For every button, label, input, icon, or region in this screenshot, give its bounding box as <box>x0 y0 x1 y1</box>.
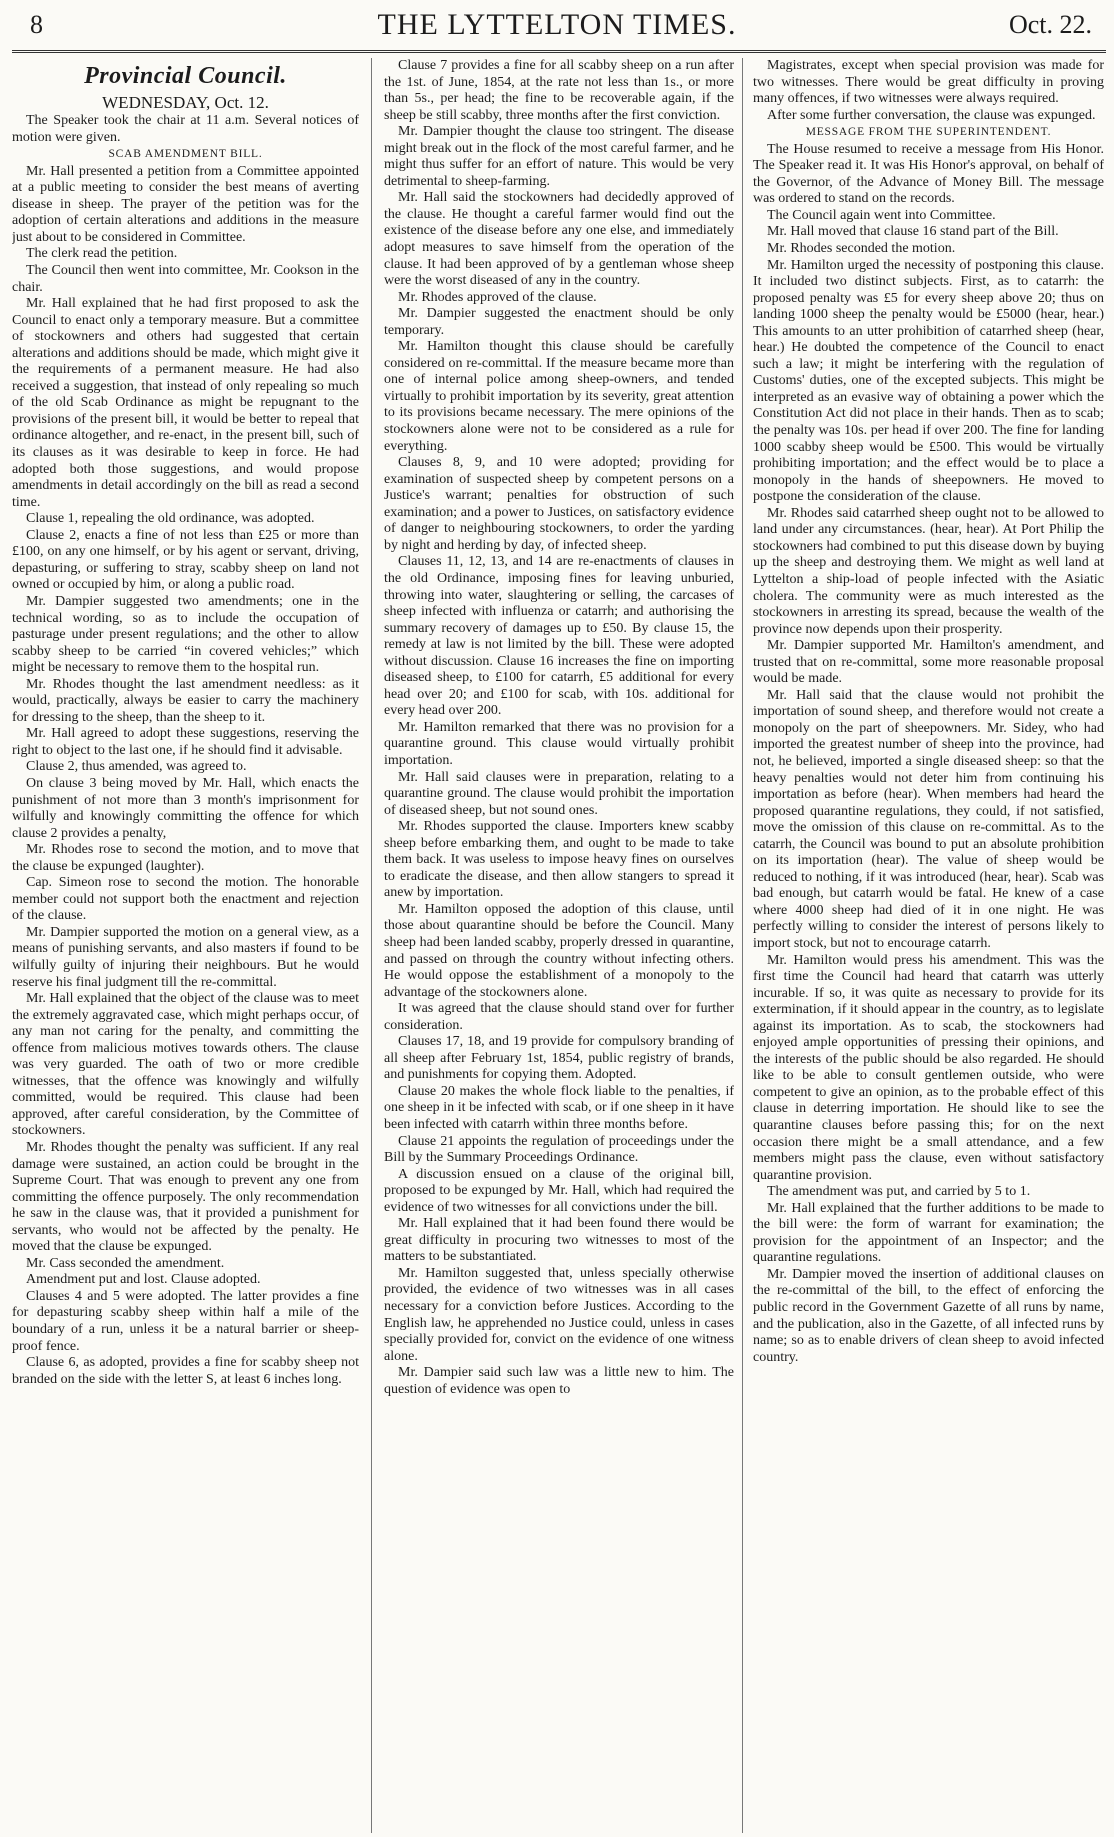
paragraph: The Council again went into Committee. <box>767 207 996 223</box>
paragraph: Mr. Hall explained that the object of the clause was to meet the extremely aggravated case, which might perhaps occur, of any man not caring for the penalty, and committing the offence from malicious motives towards others. The clause was very guarded. The oath of two or more credible witnesses, that the offence was knowingly and wilfully committed, would be required. This clause had been approved, after careful consideration, by the Committee of stockowners. <box>12 991 359 1139</box>
paragraph: Clause 2, enacts a fine of not less than £25 or more than £100, on any one himself, or by his agent or servant, driving, depasturing, or suffering to stray, scabby sheep on land not owned or occupied by him, or along a public road. <box>12 527 359 593</box>
column-1-body <box>12 113 359 1388</box>
paragraph: Mr. Hall explained that he had first proposed to ask the Council to enact only a temporary measure. But a committee of stockowners and others had suggested that certain alterations and additions should be made, which might give it the requirements of a permanent measure. He had also received a suggestion, that instead of only repealing so much of the old Scab Ordinance as might be repugnant to the provisions of the present bill, it would be better to repeal that ordinance altogether, and re-enact, in the present bill, such of its clauses as it was desirable to keep in force. He had adopted both those suggestions, and would propose amendments in detail accordingly on the bill as read a second time. <box>12 296 359 510</box>
paragraph: Mr. Rhodes thought the last amendment needless: as it would, practically, always be easier to carry the machinery for dressing to the sheep, than the sheep to it. <box>12 676 359 725</box>
paragraph: After some further conversation, the clause was expunged. <box>767 107 1096 123</box>
paragraph: Mr. Hall presented a petition from a Committee appointed at a public meeting to consider the best means of averting disease in sheep. The prayer of the petition was for the adoption of certain alterations and additions in the measure just about to be considered in Committee. <box>12 163 359 245</box>
paragraph: Mr. Hamilton thought this clause should be carefully considered on re-committal. If the measure became more than one of internal police among sheep-owners, and tended virtually to prohibit importation by its severity, great attention to its provisions became necessary. The mere opinions of the stockowners alone were not to be considered as a rule for everything. <box>384 339 734 454</box>
paragraph: The amendment was put, and carried by 5 to 1. <box>767 1184 1031 1200</box>
paragraph: Mr. Hall explained that it had been found there would be great difficulty in procuring two witnesses to most of the matters to be substantiated. <box>384 1216 734 1265</box>
paragraph: Mr. Rhodes supported the clause. Importers knew scabby sheep before embarking them, and ought to be made to take them back. It was useless to impose heavy fines on ourselves to eradicate the disease, and then allow stangers to spread it anew by importation. <box>384 819 734 901</box>
masthead <box>0 0 1114 46</box>
column-2-body <box>384 58 734 1398</box>
paragraph: On clause 3 being moved by Mr. Hall, which enacts the punishment of not more than 3 month's imprisonment for wilfully and knowingly committing the offence for which clause 2 provides a penalty, <box>12 775 359 841</box>
column-divider <box>371 58 372 1833</box>
paragraph: Mr. Dampier said such law was a little new to him. The question of evidence was open to <box>384 1365 734 1397</box>
paragraph: The clerk read the petition. <box>26 246 178 262</box>
paragraph: Amendment put and lost. Clause adopted. <box>26 1272 261 1288</box>
paragraph: Mr. Dampier thought the clause too stringent. The disease might break out in the flock of the most careful farmer, and he might thus suffer for an effort of nature. This would be very detrimental to sheep-farming. <box>384 124 734 189</box>
paragraph: Mr. Hall said the stockowners had decidedly approved of the clause. He thought a careful farmer would find out the existence of the disease before any one else, and immediately adopt measures to save himself from the operation of the clause. It had been approved of by a gentleman whose sheep were the worst diseased of any in the country. <box>384 190 734 289</box>
paragraph: Clauses 4 and 5 were adopted. The latter provides a fine for depasturing scabby sheep within half a mile of the boundary of a run, unless it be a natural barrier or sheep-proof fence. <box>12 1288 359 1354</box>
paragraph: Mr. Cass seconded the amendment. <box>26 1255 225 1271</box>
paragraph: It was agreed that the clause should stand over for further consideration. <box>384 1001 734 1033</box>
paragraph: Mr. Hamilton suggested that, unless specially otherwise provided, the evidence of two witnesses was in all cases necessary for a conviction before Justices. According to the English law, he apprehended no Justice could, unless in cases specially provided for, convict on the evidence of one witness alone. <box>384 1265 734 1364</box>
paragraph: Mr. Dampier suggested two amendments; one in the technical wording, so as to include the occupation of pasturage under present regulations; and the other to allow scabby sheep to be carried “in covered vehicles;” which might be necessary to remove them to the hospital run. <box>12 593 359 676</box>
paragraph: Clause 20 makes the whole flock liable to the penalties, if one sheep in it be infected with scab, or if one sheep in it have been infected with catarrh within three months before. <box>384 1083 734 1132</box>
column-3-body <box>753 58 1104 1366</box>
paragraph: Mr. Hamilton opposed the adoption of this clause, until those about quarantine should be before the Council. Many sheep had been landed scabby, properly dressed in quarantine, and passed on through the country without infecting others. He would oppose the establishment of a monopoly to the advantage of the stockowners alone. <box>384 901 734 1000</box>
paragraph: Magistrates, except when special provision was made for two witnesses. There would be great difficulty in proving many offences, if two witnesses were always required. <box>753 58 1104 107</box>
paragraph: Clause 2, thus amended, was agreed to. <box>26 759 247 775</box>
paragraph: Mr. Hall agreed to adopt these suggestions, reserving the right to object to the last one, if he should find it advisable. <box>12 726 359 758</box>
paragraph: Mr. Rhodes rose to second the motion, and to move that the clause be expunged (laughter). <box>12 842 359 874</box>
issue-date: Oct. 22. <box>1008 10 1092 39</box>
paragraph: Mr. Hall said that the clause would not prohibit the importation of sound sheep, and therefore would not create a monopoly on the part of sheepowners. Mr. Sidey, who had imported the greatest number of sheep into the province, had not, he believed, imported a single diseased sheep: so that the heavy penalties would not deter him from continuing his importation as before (hear). When members had heard the proposed quarantine regulations, they could, if not satisfied, move the omission of this clause on re-committal. As to the catarrh, the Council was bound to put an absolute prohibition on its importation (hear). The value of sheep would be reduced to nothing, if it was introduced (hear, hear). Scab was bad enough, but catarrh would be fatal. He knew of a case where 4000 sheep had died of it in one night. He was perfectly willing to consider the interest of persons likely to import stock, but not to encourage catarrh. <box>753 687 1104 951</box>
paragraph: Clauses 11, 12, 13, and 14 are re-enactments of clauses in the old Ordinance, imposing fines for leaving unburied, throwing into water, slaughtering or selling, the carcases of sheep infected with influenza or catarrh; and authorising the summary recovery of damages up to £50. By clause 15, the remedy at law is not limited by the bill. These were adopted without discussion. Clause 16 increases the fine on importing diseased sheep, to £100 for catarrh, £5 additional for every head over 20; and £100 for scab, with 10s. additional for every head over 200. <box>384 554 734 719</box>
paragraph: The House resumed to receive a message from His Honor. The Speaker read it. It was His Honor's approval, on behalf of the Governor, of the Advance of Money Bill. The message was ordered to stand on the records. <box>753 141 1104 207</box>
column-3 <box>753 58 1104 1830</box>
paragraph: Mr. Dampier supported the motion on a general view, as a means of punishing servants, and also masters if found to be wilfully guilty of injuring their neighbours. But he would reserve his final judgment till the re-committal. <box>12 924 359 990</box>
paragraph: Mr. Hall explained that the further additions to be made to the bill were: the form of warrant for examination; the provision for the appointment of an Inspector; and the quarantine regulations. <box>753 1200 1104 1266</box>
section-heading: Provincial Council. <box>84 63 287 89</box>
paragraph: Clause 1, repealing the old ordinance, was adopted. <box>26 511 315 527</box>
session-day: WEDNESDAY, Oct. 12. <box>102 92 269 112</box>
paragraph: Mr. Hamilton urged the necessity of postponing this clause. It included two distinct subjects. First, as to catarrh: the proposed penalty was £5 for every sheep above 20; thus on landing 1000 sheep the penalty would be £5000 (hear, hear.) This amounts to an utter prohibition of catarrhed sheep (hear, hear.) He doubted the competence of the Council to enact such a law; it might be interfering with the regulation of Customs' duties, one of the excepted subjects. This might be interpreted as an evasive way of obtaining a power which the Constitution Act did not place in their hands. Then as to scab; the penalty was 10s. per head if over 200. The fine for landing 1000 scabby sheep would be £500. This would be virtually prohibiting importation; and the effect would be to place a monopoly in the hands of sheepowners. He moved to postpone the consideration of the clause. <box>753 257 1104 505</box>
paragraph: Mr. Rhodes thought the penalty was sufficient. If any real damage were sustained, an action could be brought in the Supreme Court. That was enough to prevent any one from committing the offence purposely. The only recommendation he saw in the clause was, that it provided a punishment for servants, who would not be affected by the penalty. He moved that the clause be expunged. <box>12 1140 359 1255</box>
paragraph: Mr. Rhodes seconded the motion. <box>767 241 956 257</box>
paragraph: Mr. Dampier suggested the enactment should be only temporary. <box>384 306 734 338</box>
paragraph: Clauses 17, 18, and 19 provide for compulsory branding of all sheep after February 1st, 1854, public registry of brands, and punishments for copying them. Adopted. <box>384 1034 734 1083</box>
masthead-rule <box>12 50 1106 53</box>
column-divider <box>742 58 743 1833</box>
newspaper-title: THE LYTTELTON TIMES. <box>377 8 737 41</box>
paragraph: Mr. Dampier moved the insertion of additional clauses on the re-committal of the bill, to the effect of enforcing the public record in the Government Gazette of all runs by name, and the publication, also in the Gazette, of all infected runs by name; so as to enable drivers of clean sheep to avoid infected country. <box>753 1266 1104 1365</box>
subheading: SCAB AMENDMENT BILL. <box>108 148 263 161</box>
paragraph: Mr. Hamilton would press his amendment. This was the first time the Council had heard that catarrh was utterly incurable. If so, it was quite as necessary to provide for its extermination, if it should appear in the country, as to legislate against its importation. As to scab, the stockowners had enjoyed ample opportunities of pressing their opinions, and the interests of the public should be also regarded. He should like to be able to consult gentlemen outside, who were competent to give an opinion, as to the probable effect of this clause in deterring importation. He should like to see the quarantine clauses before passing this; for on the next occasion there might be a small attendance, and a few members might pass the clause, even without satisfactory quarantine provision. <box>753 952 1104 1183</box>
paragraph: Mr. Dampier supported Mr. Hamilton's amendment, and trusted that on re-committal, some more reasonable proposal would be made. <box>753 638 1104 687</box>
paragraph: Clause 7 provides a fine for all scabby sheep on a run after the 1st. of June, 1854, at the rate not less than 1s., or more than 5s., per head; the fine to be recoverable again, if the sheep be still scabby, three months after the first conviction. <box>384 58 734 123</box>
paragraph: Clause 6, as adopted, provides a fine for scabby sheep not branded on the side with the letter S, at least 6 inches long. <box>12 1355 359 1387</box>
paragraph: The Speaker took the chair at 11 a.m. Several notices of motion were given. <box>12 113 359 145</box>
paragraph: A discussion ensued on a clause of the original bill, proposed to be expunged by Mr. Hall, which had required the evidence of two witnesses for all convictions under the bill. <box>384 1166 734 1215</box>
paragraph: The Council then went into committee, Mr. Cookson in the chair. <box>12 263 359 295</box>
column-1 <box>12 58 359 1830</box>
column-2 <box>384 58 734 1830</box>
page-number: 8 <box>30 10 43 39</box>
paragraph: Mr. Hall said clauses were in preparation, relating to a quarantine ground. The clause would prohibit the importation of diseased sheep, but not sound ones. <box>384 769 734 818</box>
paragraph: Mr. Hall moved that clause 16 stand part of the Bill. <box>767 224 1059 240</box>
paragraph: Mr. Rhodes said catarrhed sheep ought not to be allowed to land under any circumstances. (hear, hear). At Port Philip the stockowners had combined to put this disease down by buying up the sheep and destroying them. We might as well land at Lyttelton a ship-load of people infected with the Asiatic cholera. The community were as much interested as the stockowners in arresting its spread, because the wealth of the province now depends upon their prosperity. <box>753 505 1104 637</box>
paragraph: Clause 21 appoints the regulation of proceedings under the Bill by the Summary Proceedings Ordinance. <box>384 1133 734 1166</box>
paragraph: Clauses 8, 9, and 10 were adopted; providing for examination of suspected sheep by competent persons on a Justice's warrant; penalties for obstruction of such examination; and a power to Justices, on satisfactory evidence of danger to neighbouring stockowners, to order the yarding by night and herding by day, of infected sheep. <box>384 455 734 553</box>
paragraph: Mr. Hamilton remarked that there was no provision for a quarantine ground. This clause would virtually prohibit importation. <box>384 719 734 768</box>
paragraph: Cap. Simeon rose to second the motion. The honorable member could not support both the enactment and rejection of the clause. <box>12 875 359 924</box>
subheading: MESSAGE FROM THE SUPERINTENDENT. <box>805 126 1052 139</box>
paragraph: Mr. Rhodes approved of the clause. <box>398 289 597 305</box>
